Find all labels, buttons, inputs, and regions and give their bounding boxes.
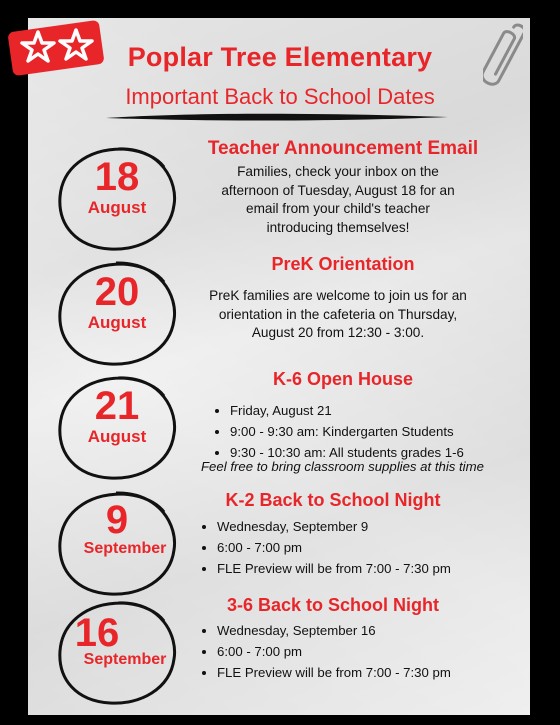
date-day: 18 — [94, 155, 140, 199]
event-note: Feel free to bring classroom supplies at this time — [201, 459, 484, 474]
bullet-item: • FLE Preview will be from 7:00 - 7:30 pm — [217, 662, 451, 683]
date-month: August — [87, 427, 147, 446]
description-line: Families, check your inbox on the — [237, 164, 439, 179]
event-description — [188, 287, 488, 343]
bullet-item: • Wednesday, September 16 — [217, 620, 451, 641]
date-day: 20 — [94, 270, 140, 314]
star-icon — [8, 18, 108, 78]
description-line: email from your child's teacher — [246, 201, 430, 216]
event-bullet-list — [201, 516, 451, 579]
bullet-item: • 9:00 - 9:30 am: Kindergarten Students — [230, 421, 464, 442]
date-circle-4 — [52, 488, 182, 600]
date-circle-1 — [52, 143, 182, 255]
event-heading: PreK Orientation — [271, 254, 415, 274]
description-line: afternoon of Tuesday, August 18 for an — [221, 182, 455, 198]
bullet-item: • 6:00 - 7:00 pm — [217, 537, 451, 558]
bullet-item: • 9:30 - 10:30 am: All students grades 1-6 — [230, 442, 464, 463]
paperclip-icon — [483, 20, 523, 100]
bullet-item: • FLE Preview will be from 7:00 - 7:30 pm — [217, 558, 451, 579]
event-heading: 3-6 Back to School Night — [226, 595, 440, 615]
page-title: Poplar Tree Elementary — [127, 42, 433, 72]
bullet-item: • Friday, August 21 — [230, 400, 464, 421]
description-line: introducing themselves! — [266, 219, 410, 235]
date-circle-3 — [52, 372, 182, 484]
bullet-item: • Wednesday, September 9 — [217, 516, 451, 537]
date-day: 9 — [105, 498, 129, 542]
description-line: orientation in the cafeteria on Thursday, — [218, 306, 458, 322]
date-day: 21 — [94, 384, 140, 428]
event-description — [188, 163, 488, 237]
event-heading: K-6 Open House — [272, 369, 414, 389]
date-day: 16 — [74, 611, 120, 655]
bullet-item: • 6:00 - 7:00 pm — [217, 641, 451, 662]
brush-underline — [102, 110, 452, 124]
date-month: August — [87, 198, 147, 217]
event-bullet-list — [214, 400, 464, 463]
page-subtitle: Important Back to School Dates — [125, 84, 435, 109]
event-heading: K-2 Back to School Night — [225, 490, 441, 510]
date-month: September — [83, 651, 167, 668]
description-line: PreK families are welcome to join us for an — [209, 288, 467, 303]
event-heading: Teacher Announcement Email — [207, 138, 479, 159]
date-circle-2 — [52, 258, 182, 370]
event-bullet-list — [201, 620, 451, 683]
date-month: August — [87, 313, 147, 332]
date-month: September — [83, 540, 167, 557]
date-circle-5 — [52, 597, 182, 709]
description-line: August 20 from 12:30 - 3:00. — [251, 325, 425, 340]
